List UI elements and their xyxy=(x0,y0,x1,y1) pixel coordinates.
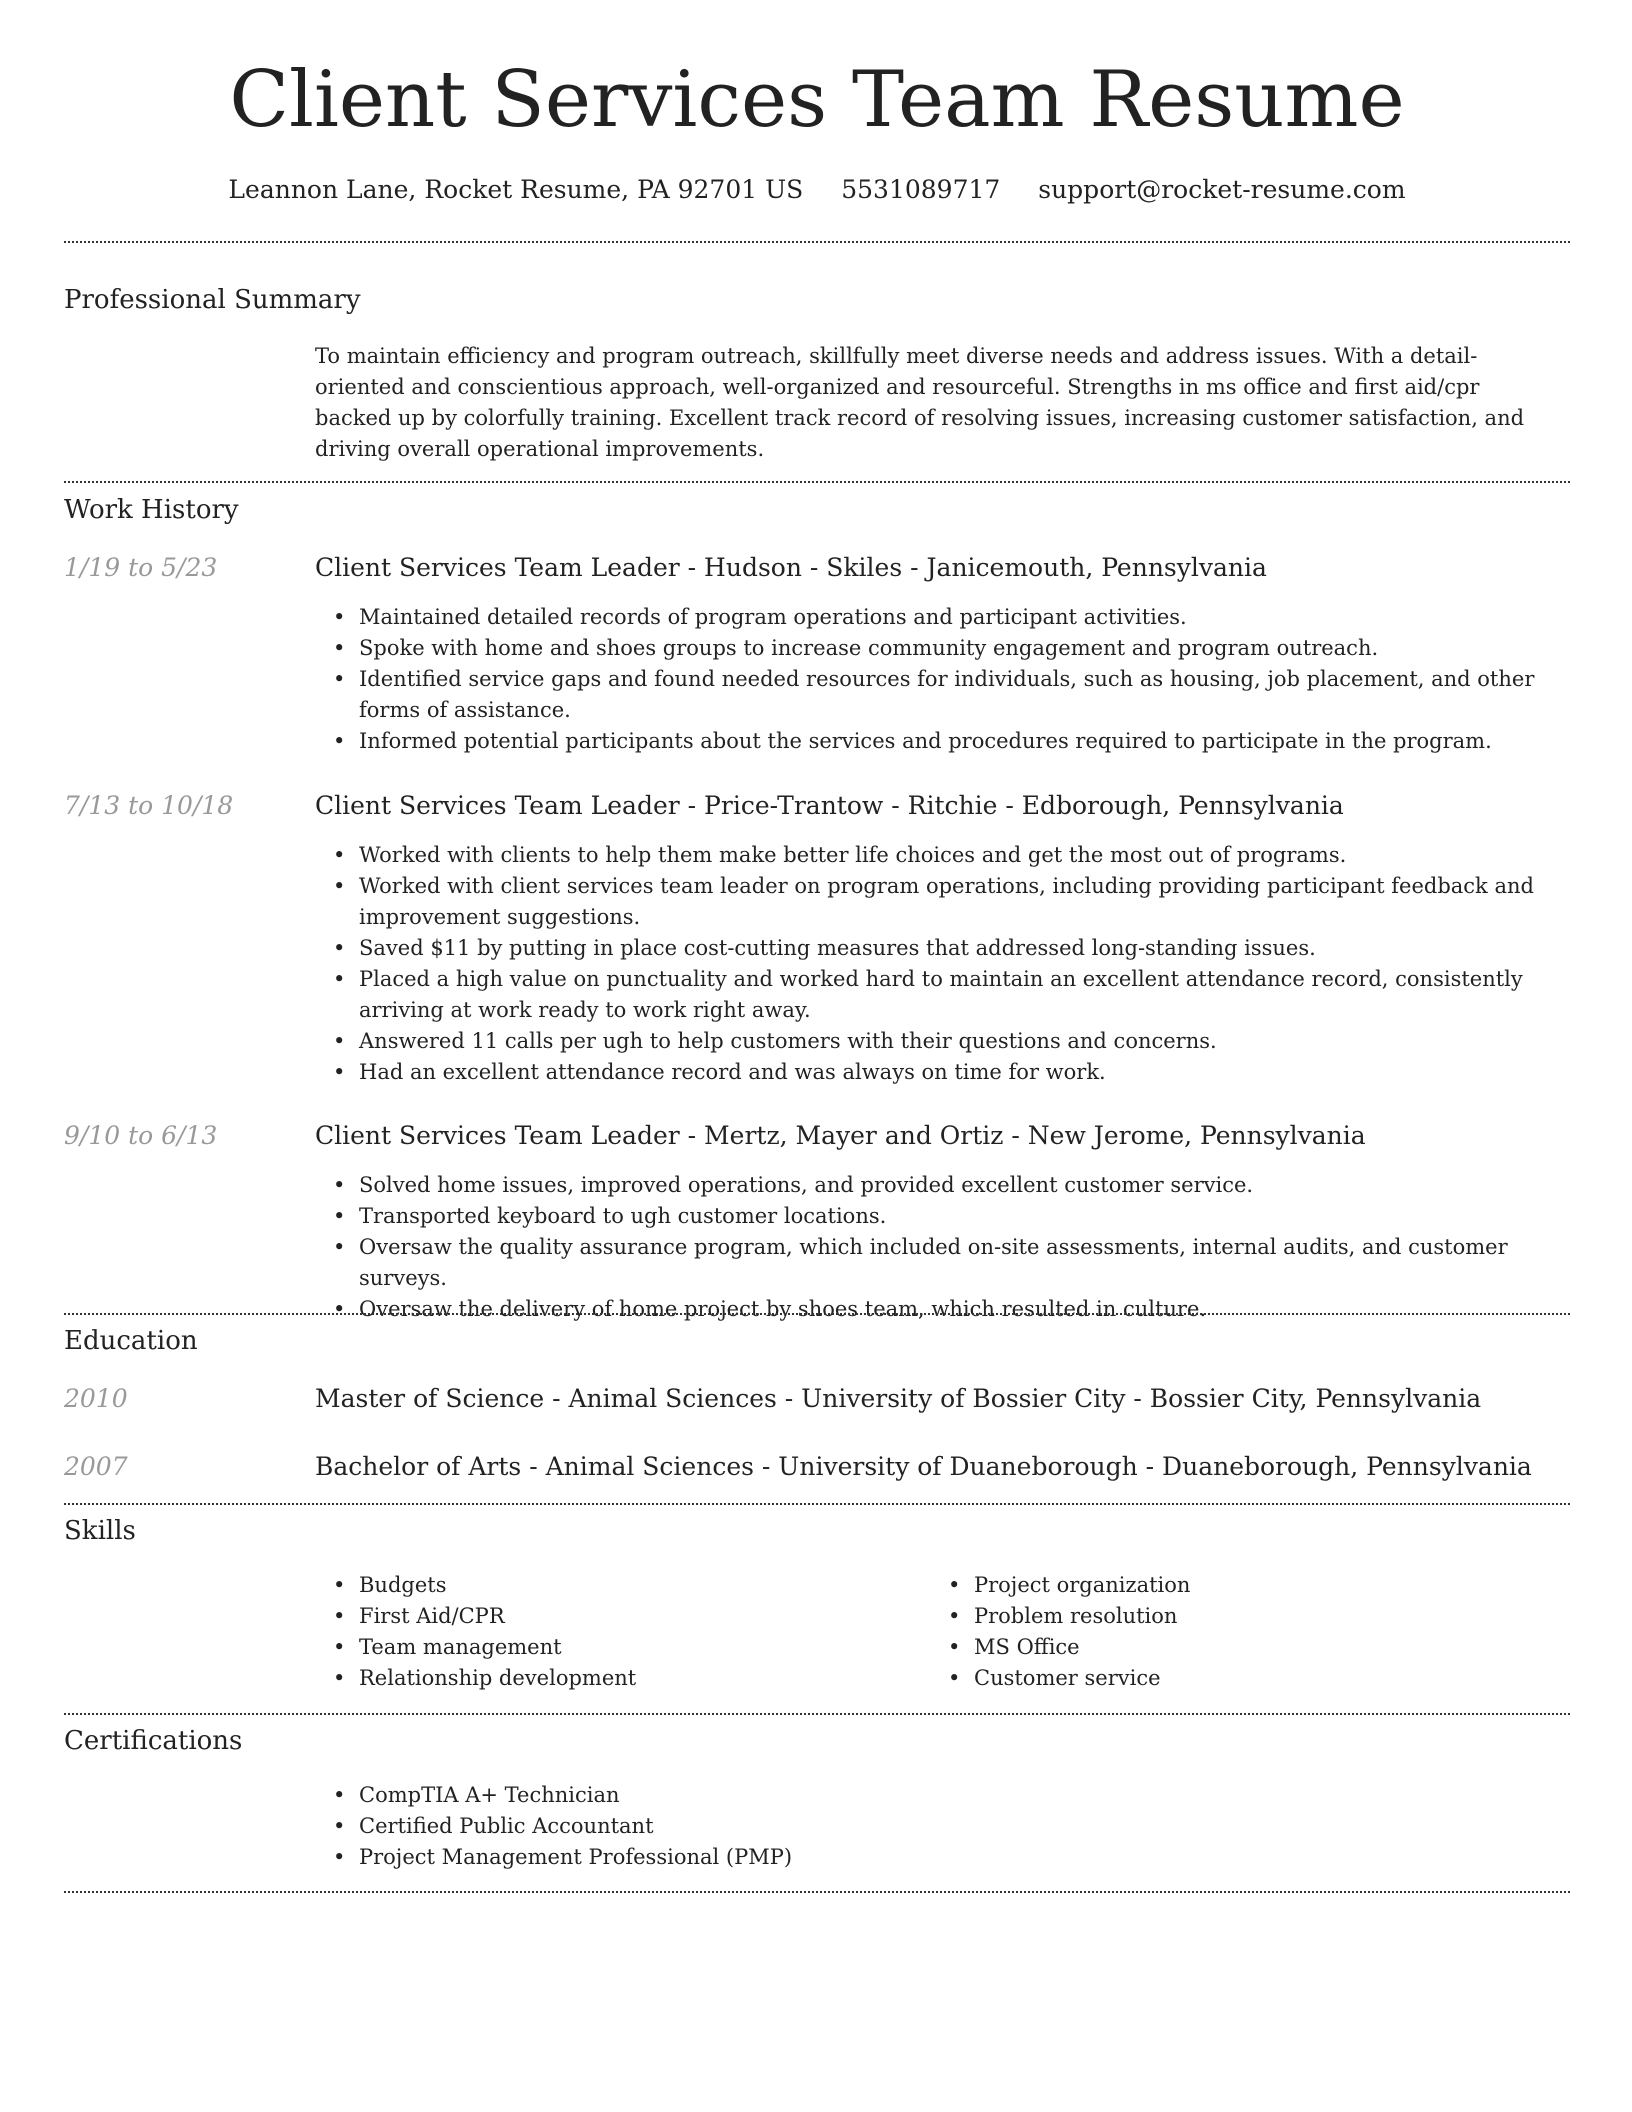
section-divider xyxy=(64,1313,1570,1315)
list-item: • Oversaw the delivery of home project by shoes team, which resulted in culture. xyxy=(315,1294,1577,1325)
job-bullets xyxy=(315,1170,1577,1325)
list-item: • Certified Public Accountant xyxy=(315,1811,1577,1842)
list-item: • Project Management Professional (PMP) xyxy=(315,1842,1577,1873)
skills-list-right xyxy=(930,1570,1530,1694)
job-title: Client Services Team Leader - Mertz, Mayer and Ortiz - New Jerome, Pennsylvania xyxy=(315,1121,1366,1150)
list-item: • Spoke with home and shoes groups to increase community engagement and program outreach. xyxy=(315,633,1577,664)
list-item: • Worked with clients to help them make better life choices and get the most out of programs. xyxy=(315,840,1577,871)
section-divider xyxy=(64,1713,1570,1715)
section-divider xyxy=(64,481,1570,483)
list-item: • Project organization xyxy=(930,1570,1530,1601)
job-dates: 9/10 to 6/13 xyxy=(64,1121,218,1150)
skills-list-left xyxy=(315,1570,915,1694)
list-item: • Placed a high value on punctuality and worked hard to maintain an excellent attendance record, consistently arriving at work ready to work right away. xyxy=(315,964,1577,1026)
summary-text: To maintain efficiency and program outreach, skillfully meet diverse needs and address issues. With a detail-oriented and conscientious approach, well-organized and resourceful. Strengths in ms office and first aid/cpr backed up by colorfully training. Excellent track record of resolving issues, increasing customer satisfaction, and driving overall operational improvements. xyxy=(315,344,1525,461)
job-dates: 7/13 to 10/18 xyxy=(64,791,234,820)
contact-phone: 5531089717 xyxy=(841,175,1001,204)
list-item: • Relationship development xyxy=(315,1663,915,1694)
section-divider xyxy=(64,1891,1570,1893)
list-item: • Oversaw the quality assurance program, which included on-site assessments, internal audits, and customer surveys. xyxy=(315,1232,1577,1294)
education-heading: Education xyxy=(64,1326,198,1356)
list-item: • CompTIA A+ Technician xyxy=(315,1780,1577,1811)
education-year: 2010 xyxy=(64,1384,128,1413)
section-divider xyxy=(64,241,1570,243)
list-item: • Budgets xyxy=(315,1570,915,1601)
list-item: • First Aid/CPR xyxy=(315,1601,915,1632)
list-item: • Answered 11 calls per ugh to help customers with their questions and concerns. xyxy=(315,1026,1577,1057)
list-item: • Had an excellent attendance record and was always on time for work. xyxy=(315,1057,1577,1088)
list-item: • Problem resolution xyxy=(930,1601,1530,1632)
list-item: • Customer service xyxy=(930,1663,1530,1694)
certifications-list xyxy=(315,1780,1577,1873)
list-item: • MS Office xyxy=(930,1632,1530,1663)
education-degree: Bachelor of Arts - Animal Sciences - University of Duaneborough - Duaneborough, Pennsylvania xyxy=(315,1452,1532,1481)
list-item: • Maintained detailed records of program operations and participant activities. xyxy=(315,602,1577,633)
list-item: • Transported keyboard to ugh customer locations. xyxy=(315,1201,1577,1232)
resume-title: Client Services Team Resume xyxy=(229,55,1405,145)
list-item: • Worked with client services team leader on program operations, including providing participant feedback and improvement suggestions. xyxy=(315,871,1577,933)
summary-heading: Professional Summary xyxy=(64,285,361,315)
list-item: • Identified service gaps and found needed resources for individuals, such as housing, job placement, and other forms of assistance. xyxy=(315,664,1577,726)
list-item: • Saved $11 by putting in place cost-cutting measures that addressed long-standing issues. xyxy=(315,933,1577,964)
contact-email: support@rocket-resume.com xyxy=(1038,175,1406,204)
section-divider xyxy=(64,1503,1570,1505)
list-item: • Informed potential participants about the services and procedures required to participate in the program. xyxy=(315,726,1577,757)
job-title: Client Services Team Leader - Hudson - Skiles - Janicemouth, Pennsylvania xyxy=(315,553,1267,582)
contact-line xyxy=(64,172,1570,208)
contact-address: Leannon Lane, Rocket Resume, PA 92701 US xyxy=(228,175,804,204)
list-item: • Team management xyxy=(315,1632,915,1663)
education-year: 2007 xyxy=(64,1452,128,1481)
list-item: • Solved home issues, improved operations, and provided excellent customer service. xyxy=(315,1170,1577,1201)
job-bullets xyxy=(315,602,1577,757)
job-bullets xyxy=(315,840,1577,1088)
skills-heading: Skills xyxy=(64,1516,136,1546)
job-dates: 1/19 to 5/23 xyxy=(64,553,218,582)
certifications-heading: Certifications xyxy=(64,1726,243,1756)
education-degree: Master of Science - Animal Sciences - University of Bossier City - Bossier City, Pennsylvania xyxy=(315,1384,1482,1413)
work-history-heading: Work History xyxy=(64,495,239,525)
job-title: Client Services Team Leader - Price-Trantow - Ritchie - Edborough, Pennsylvania xyxy=(315,791,1344,820)
